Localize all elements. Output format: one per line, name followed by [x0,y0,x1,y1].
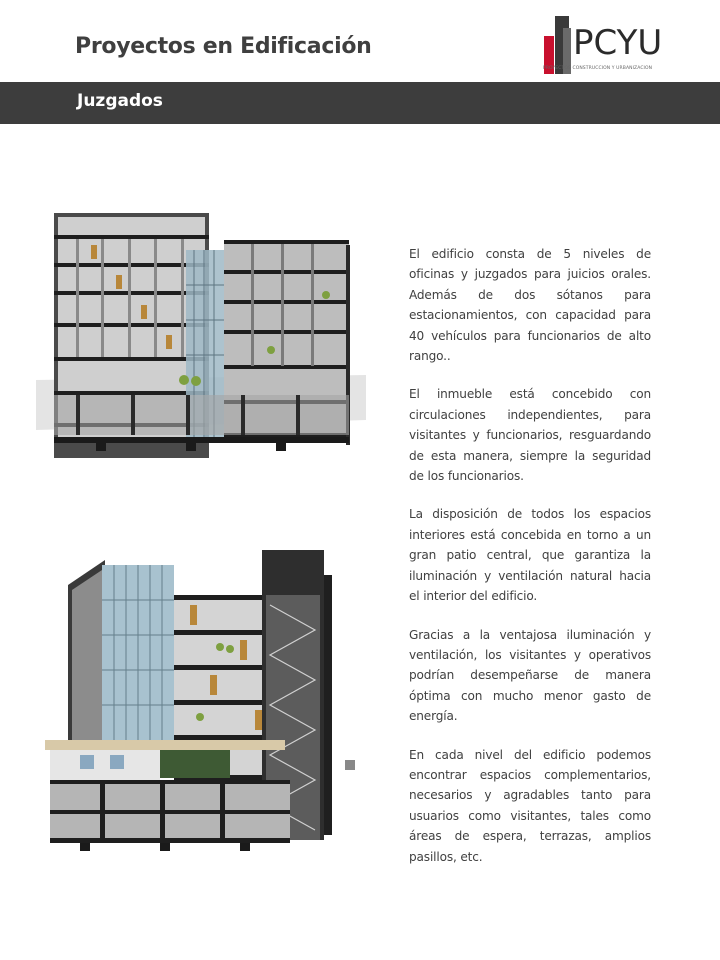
paragraph-levels: El edificio consta de 5 niveles de oficinas y juzgados para juicios orales. Además de dos sótanos para estacionamientos, con capacidad para 40 vehículos para funcionarios de alto rango.. [409,247,651,364]
company-logo [541,14,671,74]
paragraph-patio: La disposición de todos los espacios interiores está concebida en torno a un gran patio central, que garantiza la iluminación y ventilación natural hacia el interior del edificio. [409,507,651,604]
paragraph-energy: Gracias a la ventajosa iluminación y ventilación, los visitantes y operativos podrían desempeñarse de manera óptima con mucho menor gasto de energía. [409,627,651,724]
logo-tagline: PROYECTOS CONSTRUCCION Y URBANIZACION [543,66,653,71]
section-header-band [0,82,720,124]
page-title: Proyectos en Edificación [75,34,372,59]
paragraph-circulation: El inmueble está concebido con circulaciones independientes, para visitantes y funcionarios, resguardando de esta manera, siempre la seguridad de los funcionarios. [409,387,651,484]
logo-wordmark: PCYU [573,23,663,63]
building-section-render-icon [36,205,366,465]
section-title: Juzgados [77,91,163,111]
description-text [409,244,651,885]
building-cutaway-render-icon [40,535,365,890]
paragraph-spaces: En cada nivel del edificio podemos encontrar espacios complementarios, necesarios y agradables tanto para usuarios como visitantes, tales como áreas de espera, terrazas, amplios pasillos, etc. [409,747,651,864]
